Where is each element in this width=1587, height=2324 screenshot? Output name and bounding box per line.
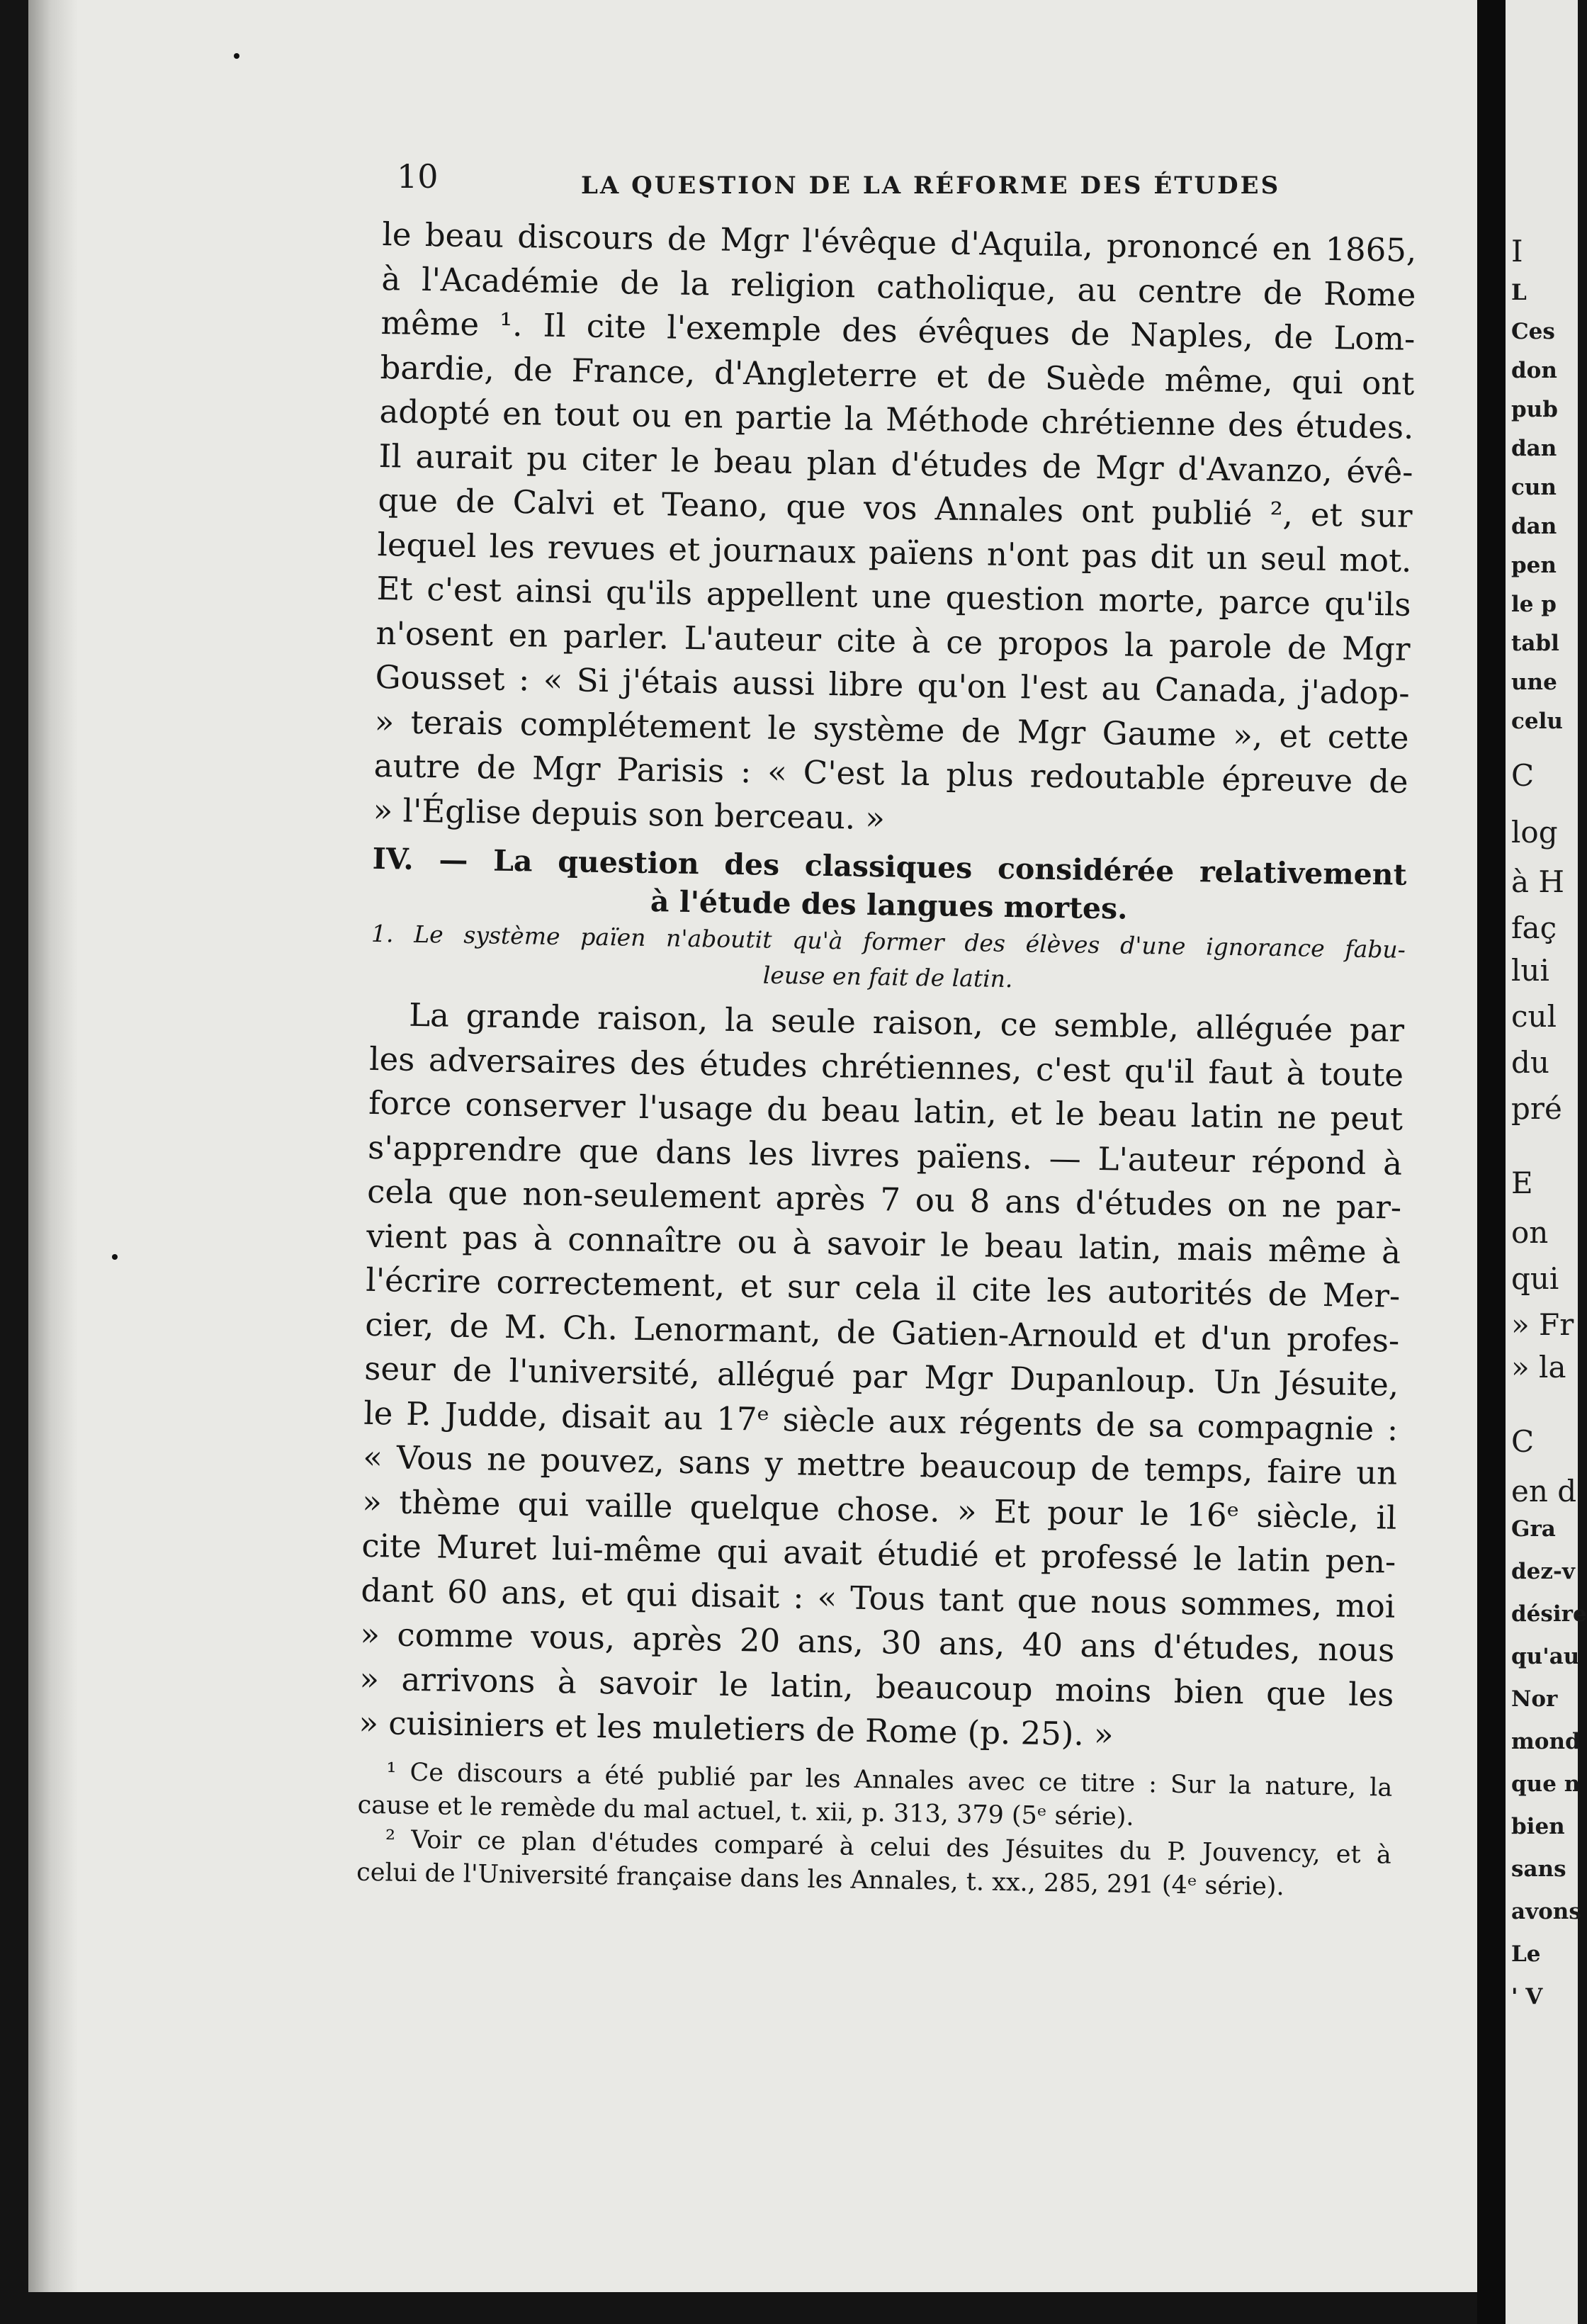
facing-page-text: don (1511, 358, 1557, 383)
facing-page-text: C (1511, 1424, 1535, 1459)
facing-page-text: que n (1511, 1771, 1581, 1797)
page-gutter-shadow (28, 0, 78, 2292)
text-line: » cuisiniers et les muletiers de Rome (p. 25). » (358, 1703, 1114, 1754)
facing-page-text: Ces (1511, 319, 1555, 344)
footnote-line: ¹ Ce discours a été publié par les Annales avec ce titre : Sur la nature, la (386, 1757, 1393, 1803)
facing-page-text: Nor (1511, 1686, 1558, 1712)
facing-page-text: L (1511, 280, 1527, 305)
page-edge-shadow (1477, 0, 1506, 2324)
footnotes (356, 1755, 1393, 1906)
facing-page-text: dan (1511, 436, 1557, 461)
text-line: vient pas à connaître ou à savoir le beau latin, mais même à (366, 1217, 1401, 1271)
text-line: seur de l'université, allégué par Mgr Dupanloup. Un Jésuite, (363, 1349, 1399, 1404)
text-line: le P. Judde, disait au 17ᵉ siècle aux régents de sa compagnie : (363, 1394, 1399, 1448)
facing-page-text: avons (1511, 1899, 1581, 1924)
section-subheading: 1. Le système païen n'aboutit qu'à former des élèves d'une ignorance fabu- (371, 919, 1406, 964)
facing-page-text: E (1511, 1166, 1533, 1200)
text-line: à l'Académie de la religion catholique, au centre de Rome (381, 259, 1416, 314)
facing-page-text: en d (1511, 1474, 1577, 1508)
facing-page-text: Gra (1511, 1516, 1556, 1542)
section-heading: IV. — La question des classiques considérée relativement (372, 841, 1407, 892)
text-line: » comme vous, après 20 ans, 30 ans, 40 ans d'études, nous (360, 1615, 1395, 1669)
footnote-line: ² Voir ce plan d'études comparé à celui des Jésuites du P. Jouvency, et à (385, 1824, 1392, 1870)
text-line: les adversaires des études chrétiennes, c'est qu'il faut à toute (368, 1039, 1404, 1094)
facing-page-text: lui (1511, 953, 1549, 988)
facing-page-text: ' V (1511, 1984, 1543, 2009)
text-line: » thème qui vaille quelque chose. » Et pour le 16ᵉ siècle, il (362, 1482, 1397, 1537)
text-line: La grande raison, la seule raison, ce semble, alléguée par (408, 995, 1405, 1049)
page-body (356, 213, 1417, 1906)
facing-page-text: log (1511, 815, 1558, 850)
text-line: cela que non-seulement après 7 ou 8 ans d'études on ne par- (366, 1172, 1402, 1226)
facing-page-text: désire (1511, 1601, 1587, 1627)
text-line: cite Muret lui-même qui avait étudié et professé le latin pen- (361, 1526, 1396, 1581)
facing-page-text: C (1511, 758, 1535, 793)
facing-page-text: qui (1511, 1261, 1559, 1296)
section-heading: à l'étude des langues mortes. (650, 884, 1128, 926)
facing-page-text: » Fr (1511, 1307, 1574, 1342)
text-line: adopté en tout ou en partie la Méthode chrétienne des études. (379, 392, 1414, 446)
facing-page-text: celu (1511, 709, 1563, 734)
facing-page-text: Le (1511, 1941, 1541, 1967)
facing-page-text: une (1511, 670, 1557, 695)
running-head: LA QUESTION DE LA RÉFORME DES ÉTUDES (581, 171, 1281, 200)
text-line: l'écrire correctement, et sur cela il cite les autorités de Mer- (365, 1260, 1401, 1315)
facing-page-text: qu'au (1511, 1644, 1580, 1669)
section-subheading: leuse en fait de latin. (762, 961, 1013, 993)
facing-page-text: tabl (1511, 631, 1559, 656)
facing-page-text: pub (1511, 397, 1558, 422)
text-line: n'osent en parler. L'auteur cite à ce propos la parole de Mgr (375, 614, 1411, 668)
text-line: bardie, de France, d'Angleterre et de Suède même, qui ont (380, 348, 1415, 402)
facing-page-text: mond (1511, 1729, 1581, 1754)
text-line: » terais complétement le système de Mgr Gaume », et cette (374, 702, 1409, 757)
text-line: » arrivons à savoir le latin, beaucoup moins bien que les (359, 1659, 1394, 1714)
footnote-line: cause et le remède du mal actuel, t. xii, p. 313, 379 (5ᵉ série). (357, 1790, 1134, 1832)
facing-page-fragment (1506, 0, 1587, 2324)
facing-page-text: cul (1511, 999, 1557, 1034)
text-line: même ¹. Il cite l'exemple des évêques de Naples, de Lom- (380, 303, 1416, 358)
text-line: cier, de M. Ch. Lenormant, de Gatien-Arnould et d'un profes- (364, 1305, 1400, 1360)
facing-page-text: bien (1511, 1814, 1565, 1839)
footnote-line: celui de l'Université française dans les Annales, t. xx., 285, 291 (4ᵉ série). (356, 1858, 1284, 1902)
text-line: Il aurait pu citer le beau plan d'études de Mgr d'Avanzo, évê- (378, 436, 1413, 491)
facing-page-text: cun (1511, 475, 1557, 500)
paragraph-2 (358, 993, 1405, 1761)
facing-page-text: dan (1511, 514, 1557, 539)
text-line: dant 60 ans, et qui disait : « Tous tant que nous sommes, moi (361, 1571, 1396, 1625)
ink-speck (112, 1254, 118, 1260)
text-line: autre de Mgr Parisis : « C'est la plus redoutable épreuve de (373, 746, 1408, 801)
text-line: Gousset : « Si j'étais aussi libre qu'on l'est au Canada, j'adop- (375, 658, 1410, 712)
facing-page-text: » la (1511, 1350, 1566, 1384)
facing-page-text: dez-v (1511, 1559, 1575, 1584)
facing-page-text: pré (1511, 1091, 1562, 1126)
facing-page-text: on (1511, 1215, 1549, 1250)
facing-page-text: pen (1511, 553, 1557, 578)
facing-page-text: du (1511, 1045, 1549, 1080)
text-line: le beau discours de Mgr l'évêque d'Aquila, prononcé en 1865, (382, 215, 1417, 269)
facing-page-text: sans (1511, 1856, 1566, 1882)
text-line: » l'Église depuis son berceau. » (373, 791, 886, 837)
text-line: que de Calvi et Teano, que vos Annales ont publié ², et sur (378, 480, 1413, 535)
text-line: s'apprendre que dans les livres païens. — L'auteur répond à (367, 1128, 1403, 1183)
text-line: force conserver l'usage du beau latin, et le beau latin ne peut (368, 1083, 1404, 1138)
facing-page-text: à H (1511, 864, 1565, 899)
text-line: « Vous ne pouvez, sans y mettre beaucoup de temps, faire un (362, 1438, 1398, 1492)
page-number: 10 (397, 157, 439, 196)
facing-page-text: faç (1511, 910, 1557, 945)
text-line: lequel les revues et journaux païens n'ont pas dit un seul mot. (377, 525, 1412, 580)
paragraph-1 (373, 213, 1417, 849)
facing-page-text: le p (1511, 592, 1557, 617)
ink-speck (234, 53, 239, 59)
facing-page-text: I (1511, 234, 1523, 269)
text-line: Et c'est ainsi qu'ils appellent une question morte, parce qu'ils (376, 569, 1411, 624)
